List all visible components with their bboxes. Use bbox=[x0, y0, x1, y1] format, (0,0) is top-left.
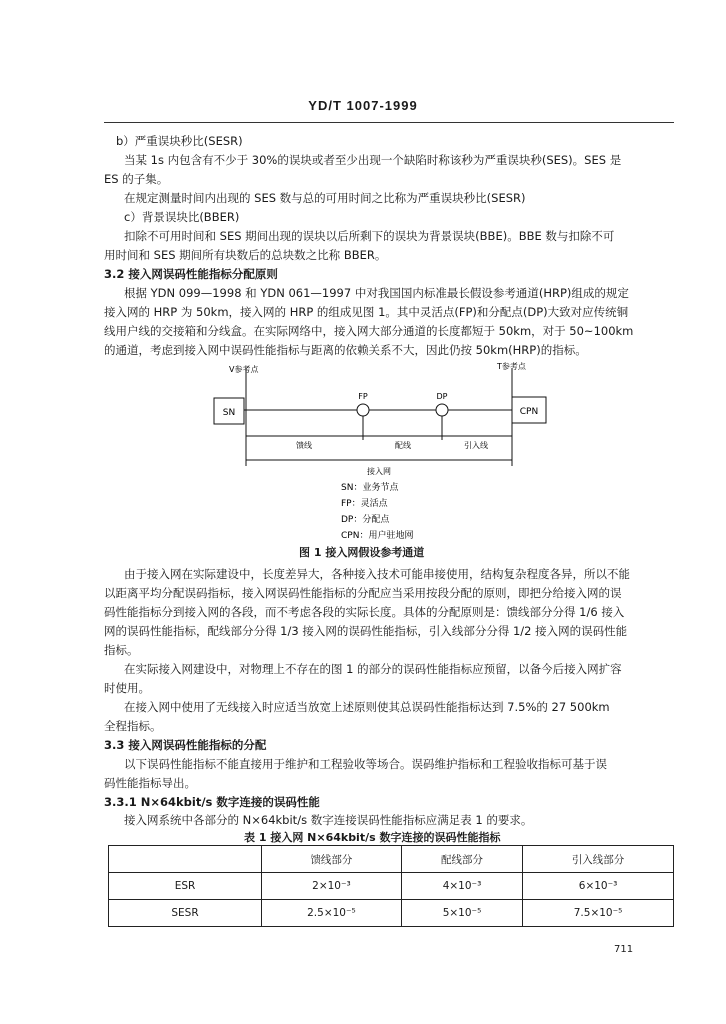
cpn-label: CPN bbox=[519, 407, 539, 417]
table-cell: 2.5×10⁻⁵ bbox=[262, 900, 402, 927]
body-line: 用时间和 SES 期间所有块数后的总块数之比称 BBER。 bbox=[104, 248, 387, 262]
legend-dp: DP：分配点 bbox=[341, 515, 390, 525]
table-header-cell: 配线部分 bbox=[401, 846, 522, 873]
body-line: 以下误码性能指标不能直接用于维护和工程验收等场合。误码维护指标和工程验收指标可基于误 bbox=[124, 757, 607, 771]
fp-node bbox=[357, 404, 369, 416]
body-line: 由于接入网在实际建设中，长度差异大，各种接入技术可能串接使用，结构复杂程度各异，所以不能 bbox=[124, 567, 630, 581]
legend-fp: FP：灵活点 bbox=[341, 499, 388, 509]
dp-node bbox=[436, 404, 448, 416]
table-1-caption: 表 1 接入网 N×64kbit/s 数字连接的误码性能指标 bbox=[244, 831, 501, 844]
body-line: 网的误码性能指标，配线部分分得 1/3 接入网的误码性能指标，引入线部分分得 1/2 接入网的误码性能 bbox=[104, 624, 628, 638]
seg-drop-label: 引入线 bbox=[464, 441, 488, 450]
table-cell: ESR bbox=[109, 873, 262, 900]
body-line: 接入网系统中各部分的 N×64kbit/s 数字连接误码性能指标应满足表 1 的要求。 bbox=[124, 813, 533, 827]
seg-feeder-label: 馈线 bbox=[296, 441, 312, 450]
table-cell: 6×10⁻³ bbox=[523, 873, 674, 900]
fp-label: FP bbox=[358, 392, 368, 401]
figure-1-caption: 图 1 接入网假设参考通道 bbox=[299, 546, 425, 559]
dp-label: DP bbox=[436, 392, 448, 401]
section-3-3-1-heading: 3.3.1 N×64kbit/s 数字连接的误码性能 bbox=[104, 795, 320, 809]
v-ref-label: V参考点 bbox=[229, 365, 259, 374]
body-line: 的通道，考虑到接入网中误码性能指标与距离的依赖关系不大，因此仍按 50km(HRP)的指标。 bbox=[104, 343, 587, 357]
table-row bbox=[109, 873, 674, 900]
body-line: 在规定测量时间内出现的 SES 数与总的可用时间之比称为严重误块秒比(SESR) bbox=[124, 191, 526, 205]
body-line: 全程指标。 bbox=[104, 719, 162, 733]
body-line: 以距离平均分配误码指标，接入网误码性能指标的分配应当采用按段分配的原则，即把分给接入网的误 bbox=[104, 586, 622, 600]
table-row bbox=[109, 900, 674, 927]
sn-label: SN bbox=[222, 408, 236, 418]
t-ref-label: T参考点 bbox=[497, 362, 526, 371]
table-cell: SESR bbox=[109, 900, 262, 927]
table-cell: 7.5×10⁻⁵ bbox=[523, 900, 674, 927]
item-b-heading: b）严重误块秒比(SESR) bbox=[116, 134, 243, 148]
table-1 bbox=[108, 845, 674, 927]
table-cell: 2×10⁻³ bbox=[262, 873, 402, 900]
body-line: ES 的子集。 bbox=[104, 172, 169, 186]
table-cell: 5×10⁻⁵ bbox=[401, 900, 522, 927]
body-line: 码性能指标分到接入网的各段，而不考虑各段的实际长度。具体的分配原则是：馈线部分分得 1/6 接入 bbox=[104, 605, 625, 619]
table-header-cell: 引入线部分 bbox=[523, 846, 674, 873]
body-line: 接入网的 HRP 为 50km，接入网的 HRP 的组成见图 1。其中灵活点(FP)和分配点(DP)大致对应传统铜 bbox=[104, 305, 629, 319]
table-header-cell bbox=[109, 846, 262, 873]
item-c-heading: c）背景误块比(BBER) bbox=[124, 210, 240, 224]
table-header-row bbox=[109, 846, 674, 873]
section-3-3-heading: 3.3 接入网误码性能指标的分配 bbox=[104, 738, 267, 752]
access-net-label: 接入网 bbox=[367, 467, 391, 476]
section-3-2-heading: 3.2 接入网误码性能指标分配原则 bbox=[104, 267, 278, 281]
table-cell: 4×10⁻³ bbox=[401, 873, 522, 900]
table-header-cell: 馈线部分 bbox=[262, 846, 402, 873]
body-line: 在接入网中使用了无线接入时应适当放宽上述原则使其总误码性能指标达到 7.5%的 27 500km bbox=[124, 700, 610, 714]
body-line: 当某 1s 内包含有不少于 30%的误块或者至少出现一个缺陷时称该秒为严重误块秒(SES)。SES 是 bbox=[124, 153, 622, 167]
standard-code-header: YD/T 1007-1999 bbox=[308, 98, 418, 113]
body-line: 指标。 bbox=[104, 643, 139, 657]
body-line: 扣除不可用时间和 SES 期间出现的误块以后所剩下的误块为背景误块(BBE)。BBE 数与扣除不可 bbox=[124, 229, 615, 243]
body-line: 时使用。 bbox=[104, 681, 150, 695]
body-line: 根据 YDN 099—1998 和 YDN 061—1997 中对我国国内标准最长假设参考通道(HRP)组成的规定 bbox=[124, 286, 629, 300]
page-number: 711 bbox=[614, 944, 634, 955]
legend-cpn: CPN：用户驻地网 bbox=[341, 531, 414, 541]
body-line: 码性能指标导出。 bbox=[104, 776, 196, 790]
seg-dist-label: 配线 bbox=[395, 441, 411, 450]
legend-sn: SN：业务节点 bbox=[341, 483, 399, 493]
body-line: 在实际接入网建设中，对物理上不存在的图 1 的部分的误码性能指标应预留，以备今后接入网扩容 bbox=[124, 662, 622, 676]
body-line: 线用户线的交接箱和分线盒。在实际网络中，接入网大部分通道的长度都短于 50km，对于 50~100km bbox=[104, 324, 634, 338]
